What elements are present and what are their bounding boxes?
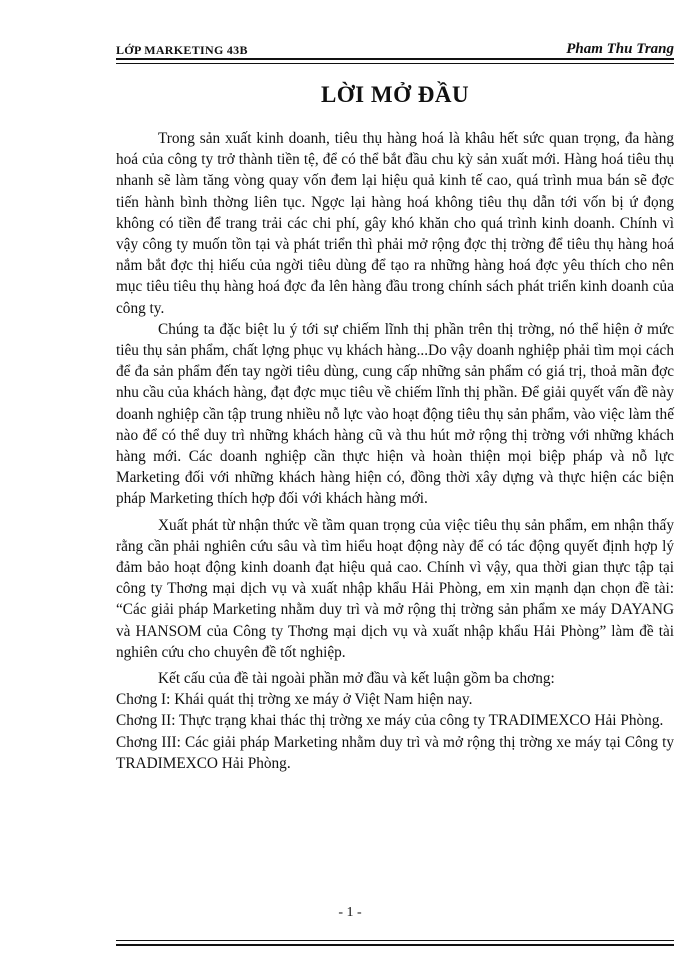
header-class-label: LỚP MARKETING 43B <box>116 43 248 57</box>
chapter-item-2: Chơng II: Thực trạng khai thác thị trờng xe máy của công ty TRADIMEXCO Hải Phòng. <box>116 712 664 730</box>
chapter-item-3: Chơng III: Các giải pháp Marketing nhằm duy trì và mở rộng thị trờng xe máy tại Công ty TRADIMEXCO Hải Phòng. <box>116 733 674 772</box>
paragraph-topic: Xuất phát từ nhận thức về tầm quan trọng của việc tiêu thụ sản phẩm, em nhận thấy rằng cần phải nghiên cứu sâu và tìm hiểu hoạt động này để có tác động quyết định hợp lý đảm bảo hoạt động kinh doanh đạt hiệu quả cao. Chính vì vậy, qua thời gian thực tập tại công ty Thơng mại dịch vụ và xuất nhập khẩu Hải Phòng, em xin mạnh dạn chọn đề tài: “Các giải pháp Marketing nhằm duy trì và mở rộng thị trờng sản phẩm xe máy DAYANG và HANSOM của Công ty Thơng mại dịch vụ và xuất nhập khẩu Hải Phòng” làm đề tài nghiên cứu cho chuyên đề tốt nghiệp. <box>116 516 674 661</box>
page-header <box>116 36 674 58</box>
chapter-item-1: Chơng I: Khái quát thị trờng xe máy ở Việt Nam hiện nay. <box>116 691 473 709</box>
document-body <box>116 128 674 774</box>
header-divider <box>116 58 674 64</box>
footer-divider <box>116 940 674 946</box>
document-title: LỜI MỞ ĐẦU <box>320 82 470 107</box>
paragraph-intro: Trong sản xuất kinh doanh, tiêu thụ hàng hoá là khâu hết sức quan trọng, đa hàng hoá của công ty trở thành tiền tệ, để có thể bắt đầu chu kỳ sản xuất mới. Hàng hoá tiêu thụ nhanh sẽ làm tăng vòng quay vốn đem lại hiệu quả kinh tế cao, quá trình mua bán sẽ đợc tiến hành bình thờng liên tục. Ngợc lại hàng hoá không tiêu thụ dẫn tới vốn bị ứ đọng không có tiền để trang trải các chi phí, gây khó khăn cho quá trình kinh doanh. Chính vì vậy công ty muốn tồn tại và phát triển thì phải mở rộng đợc thị trờng để tiêu thụ hàng hoá nắm bắt đợc thị hiếu của ngời tiêu dùng để tạo ra những hàng hoá đợc yêu thích cho nên mục tiêu tiêu thụ hàng hoá đợc đa lên hàng đầu trong chính sách phát triển kinh doanh của công ty. <box>116 130 674 317</box>
header-author-name: Pham Thu Trang <box>566 41 674 57</box>
page-number: - 1 - <box>338 905 362 920</box>
paragraph-market-share: Chúng ta đặc biệt lu ý tới sự chiếm lĩnh thị phần trên thị trờng, nó thể hiện ở mức tiêu thụ sản phẩm, chất lợng phục vụ khách hàng...Do vậy doanh nghiệp phải tìm mọi cách để đa sản phẩm đến tay ngời tiêu dùng, cung cấp những sản phẩm có giá trị, thoả mãn đợc nhu cầu của khách hàng, đạt đợc mục tiêu về chiếm lĩnh thị phần. Để giải quyết vấn đề này doanh nghiệp cần tập trung nhiều nỗ lực vào hoạt động tiêu thụ sản phẩm, vào việc làm thế nào để có thể duy trì những khách hàng cũ và thu hút mở rộng thị trờng với những khách hàng mới. Các doanh nghiệp cần thực hiện và hoàn thiện mọi biệp pháp và nỗ lực Marketing đối với những khách hàng hiện có, đồng thời xây dựng và thực hiện các biện pháp Marketing thích hợp đối với khách hàng mới. <box>116 320 674 508</box>
paragraph-structure: Kết cấu của đề tài ngoài phần mở đầu và kết luận gồm ba chơng: <box>158 670 555 688</box>
